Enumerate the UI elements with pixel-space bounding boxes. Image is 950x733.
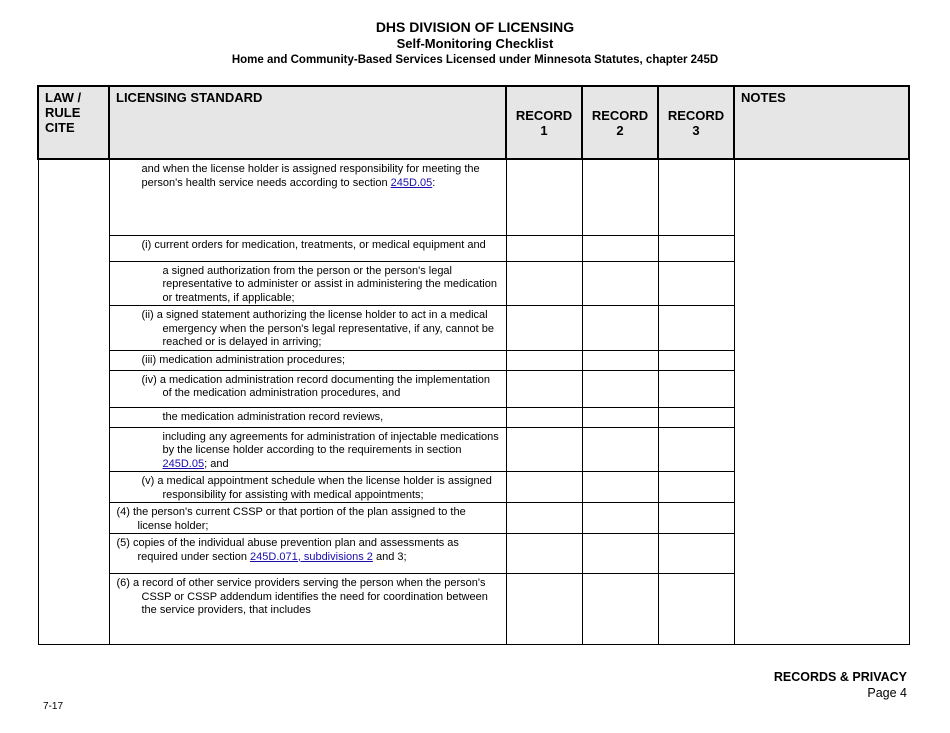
record-3-cell[interactable] xyxy=(658,350,734,370)
record-3-cell[interactable] xyxy=(658,235,734,261)
standard-text: : xyxy=(432,176,436,189)
col-law-line: CITE xyxy=(45,120,75,135)
record-3-cell[interactable] xyxy=(658,427,734,472)
notes-cell[interactable] xyxy=(734,159,909,645)
record-2-cell[interactable] xyxy=(582,159,658,235)
record-1-cell[interactable] xyxy=(506,306,582,351)
record-3-cell[interactable] xyxy=(658,534,734,574)
standard-cell xyxy=(109,235,506,261)
record-1-cell[interactable] xyxy=(506,574,582,645)
col-licensing-standard xyxy=(109,86,506,159)
standard-text: (4) the person's current CSSP or that portion of the plan assigned to the license holder; xyxy=(116,506,466,532)
col-record-num: 2 xyxy=(616,122,624,138)
col-law-line: LAW / xyxy=(45,90,82,105)
record-3-cell[interactable] xyxy=(658,407,734,427)
standard-text: (ii) a signed statement authorizing the license holder to act in a medical emergency when the person's legal representative, if any, cannot be reached or is delayed in arriving; xyxy=(141,309,494,348)
col-record-3 xyxy=(658,86,734,159)
doc-subtitle: Self-Monitoring Checklist xyxy=(396,36,554,51)
standard-text: a signed authorization from the person or the person's legal representative to administer or assist in administering the medication or treatments, if applicable; xyxy=(162,264,497,304)
statute-link[interactable]: 245D.071, subdivisions 2 xyxy=(250,550,373,563)
law-cite-cell[interactable] xyxy=(38,159,109,645)
record-3-cell[interactable] xyxy=(658,574,734,645)
record-3-cell[interactable] xyxy=(658,306,734,351)
checklist-table xyxy=(37,85,910,645)
col-record-num: 1 xyxy=(540,122,548,138)
standard-text: (v) a medical appointment schedule when the license holder is assigned responsibility for assisting with medical appointments; xyxy=(141,475,492,501)
record-1-cell[interactable] xyxy=(506,472,582,503)
record-1-cell[interactable] xyxy=(506,503,582,534)
col-law-line: RULE xyxy=(45,105,81,120)
standard-cell xyxy=(109,427,506,472)
record-2-cell[interactable] xyxy=(582,370,658,407)
form-code: 7-17 xyxy=(43,701,64,712)
record-1-cell[interactable] xyxy=(506,427,582,472)
standard-text: the medication administration record reviews, xyxy=(162,410,384,423)
record-3-cell[interactable] xyxy=(658,159,734,235)
col-law-rule-cite xyxy=(38,86,109,159)
record-2-cell[interactable] xyxy=(582,306,658,351)
record-1-cell[interactable] xyxy=(506,159,582,235)
standard-cell xyxy=(109,370,506,407)
record-2-cell[interactable] xyxy=(582,261,658,306)
standard-text: including any agreements for administration of injectable medications by the license holder according to the requirements in section xyxy=(162,430,499,456)
table-row xyxy=(38,159,909,235)
standard-cell xyxy=(109,574,506,645)
standard-text: (iv) a medication administration record documenting the implementation of the medication administration procedures, and xyxy=(141,373,491,399)
standard-text: ; and xyxy=(204,457,229,470)
standard-cell xyxy=(109,159,506,235)
record-1-cell[interactable] xyxy=(506,370,582,407)
record-2-cell[interactable] xyxy=(582,350,658,370)
doc-title: DHS DIVISION OF LICENSING xyxy=(375,19,575,35)
standard-text: (i) current orders for medication, treatments, or medical equipment and xyxy=(141,238,486,251)
col-record-word: RECORD xyxy=(591,107,649,123)
col-standard-label: LICENSING STANDARD xyxy=(116,90,263,105)
table-header-row xyxy=(38,86,909,159)
record-1-cell[interactable] xyxy=(506,235,582,261)
record-2-cell[interactable] xyxy=(582,472,658,503)
col-record-1 xyxy=(506,86,582,159)
record-2-cell[interactable] xyxy=(582,235,658,261)
record-3-cell[interactable] xyxy=(658,472,734,503)
record-2-cell[interactable] xyxy=(582,534,658,574)
section-name: RECORDS & PRIVACY xyxy=(773,670,907,684)
record-1-cell[interactable] xyxy=(506,407,582,427)
standard-text: (5) copies of the individual abuse prevention plan and assessments as required under section xyxy=(116,537,459,563)
col-record-word: RECORD xyxy=(515,107,573,123)
standard-text: and 3; xyxy=(372,550,407,563)
standard-cell xyxy=(109,503,506,534)
standard-text: and when the license holder is assigned responsibility for meeting the person's health service needs according to section xyxy=(141,163,480,189)
standard-cell xyxy=(109,261,506,306)
col-record-num: 3 xyxy=(692,122,700,138)
standard-text: (iii) medication administration procedures; xyxy=(141,353,346,366)
col-record-2 xyxy=(582,86,658,159)
page-number: Page 4 xyxy=(867,686,907,700)
record-3-cell[interactable] xyxy=(658,503,734,534)
col-record-word: RECORD xyxy=(667,107,725,123)
col-notes-label: NOTES xyxy=(741,90,786,105)
standard-cell xyxy=(109,534,506,574)
record-2-cell[interactable] xyxy=(582,427,658,472)
record-2-cell[interactable] xyxy=(582,503,658,534)
record-1-cell[interactable] xyxy=(506,261,582,306)
record-2-cell[interactable] xyxy=(582,407,658,427)
col-notes xyxy=(734,86,909,159)
statute-link[interactable]: 245D.05 xyxy=(162,457,205,470)
statute-link[interactable]: 245D.05 xyxy=(390,176,433,189)
record-3-cell[interactable] xyxy=(658,370,734,407)
record-1-cell[interactable] xyxy=(506,350,582,370)
doc-scope: Home and Community-Based Services Licensed under Minnesota Statutes, chapter 245D xyxy=(231,54,719,66)
record-3-cell[interactable] xyxy=(658,261,734,306)
record-1-cell[interactable] xyxy=(506,534,582,574)
standard-cell xyxy=(109,407,506,427)
standard-cell xyxy=(109,306,506,351)
standard-cell xyxy=(109,472,506,503)
standard-text: (6) a record of other service providers serving the person when the person's CSSP or CSSP addendum identifies the need for coordination between the service providers, that includes xyxy=(116,577,488,616)
record-2-cell[interactable] xyxy=(582,574,658,645)
standard-cell xyxy=(109,350,506,370)
